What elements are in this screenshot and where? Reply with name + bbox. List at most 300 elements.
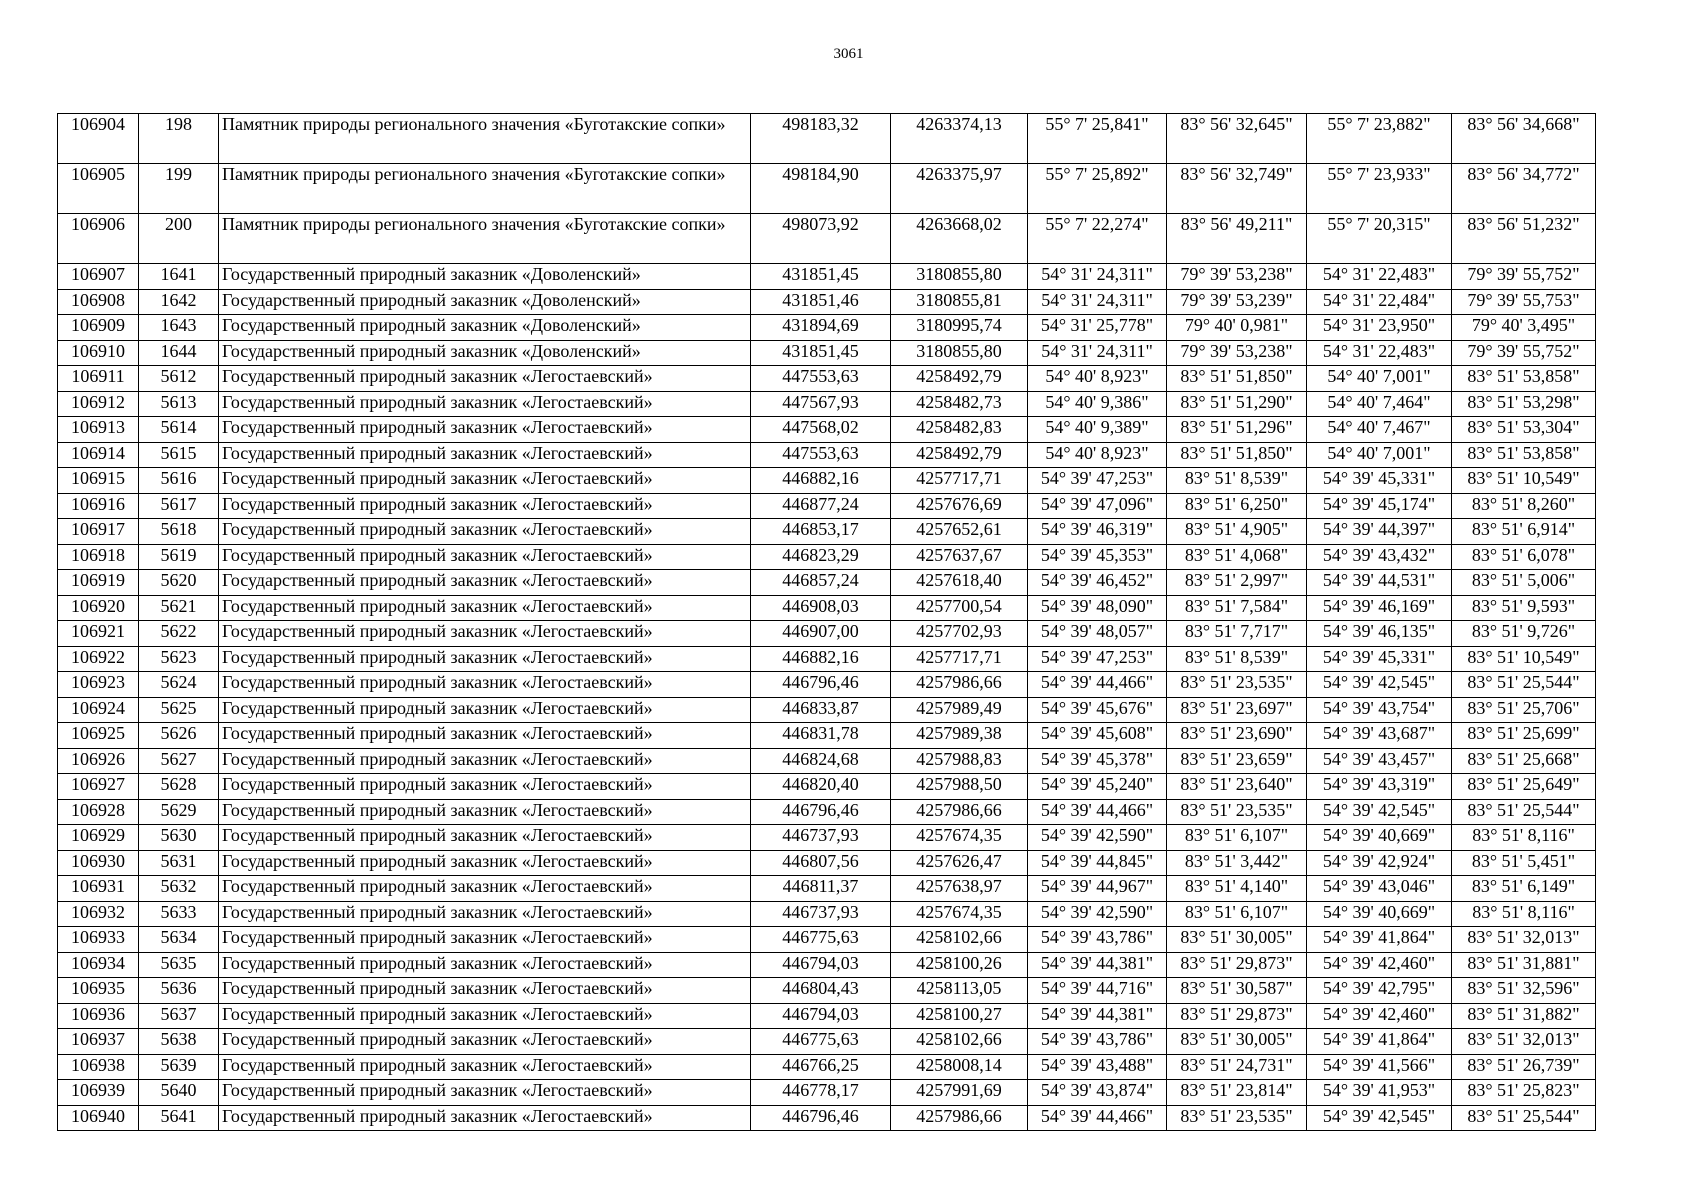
cell-x-coordinate: 431851,46: [751, 289, 891, 315]
cell-y-coordinate: 4258100,27: [891, 1003, 1028, 1029]
cell-x-coordinate: 446775,63: [751, 927, 891, 953]
cell-y-coordinate: 4257638,97: [891, 876, 1028, 902]
cell-y-coordinate: 3180855,81: [891, 289, 1028, 315]
cell-x-coordinate: 446794,03: [751, 1003, 891, 1029]
cell-y-coordinate: 4257674,35: [891, 901, 1028, 927]
table-row: [58, 901, 1596, 927]
cell-latitude-2: 55° 7' 20,315": [1307, 214, 1452, 264]
cell-latitude-1: 54° 40' 8,923": [1028, 442, 1167, 468]
cell-longitude-2: 79° 39' 55,753": [1452, 289, 1596, 315]
cell-x-coordinate: 447553,63: [751, 442, 891, 468]
cell-latitude-1: 54° 39' 45,676": [1028, 697, 1167, 723]
cell-latitude-1: 54° 39' 47,253": [1028, 468, 1167, 494]
cell-row-id: 106906: [58, 214, 139, 264]
cell-x-coordinate: 446796,46: [751, 672, 891, 698]
cell-object-name: Государственный природный заказник «Легостаевский»: [219, 391, 751, 417]
cell-latitude-2: 54° 39' 44,397": [1307, 519, 1452, 545]
cell-latitude-2: 54° 39' 40,669": [1307, 901, 1452, 927]
cell-longitude-1: 83° 51' 23,697": [1167, 697, 1307, 723]
cell-latitude-2: 54° 31' 22,483": [1307, 340, 1452, 366]
cell-latitude-1: 54° 39' 47,096": [1028, 493, 1167, 519]
cell-row-id: 106921: [58, 621, 139, 647]
cell-latitude-2: 54° 40' 7,001": [1307, 442, 1452, 468]
table-row: [58, 366, 1596, 392]
cell-latitude-2: 54° 39' 42,545": [1307, 1105, 1452, 1131]
cell-longitude-2: 83° 51' 53,304": [1452, 417, 1596, 443]
cell-y-coordinate: 4257717,71: [891, 468, 1028, 494]
cell-row-id: 106915: [58, 468, 139, 494]
cell-longitude-1: 79° 39' 53,238": [1167, 340, 1307, 366]
cell-row-id: 106929: [58, 825, 139, 851]
cell-latitude-2: 54° 39' 42,795": [1307, 978, 1452, 1004]
cell-point-number: 1642: [139, 289, 219, 315]
cell-longitude-2: 83° 56' 34,668": [1452, 114, 1596, 164]
cell-latitude-2: 54° 39' 43,754": [1307, 697, 1452, 723]
cell-longitude-2: 83° 51' 31,881": [1452, 952, 1596, 978]
cell-x-coordinate: 446857,24: [751, 570, 891, 596]
cell-point-number: 5631: [139, 850, 219, 876]
cell-point-number: 5613: [139, 391, 219, 417]
cell-object-name: Государственный природный заказник «Легостаевский»: [219, 1003, 751, 1029]
cell-object-name: Государственный природный заказник «Легостаевский»: [219, 1105, 751, 1131]
cell-y-coordinate: 4257626,47: [891, 850, 1028, 876]
table-row: [58, 214, 1596, 264]
cell-x-coordinate: 446775,63: [751, 1029, 891, 1055]
cell-longitude-2: 83° 51' 32,013": [1452, 1029, 1596, 1055]
coordinates-table: [57, 113, 1596, 1131]
table-row: [58, 697, 1596, 723]
table-row: [58, 1003, 1596, 1029]
cell-longitude-2: 83° 51' 25,544": [1452, 1105, 1596, 1131]
cell-object-name: Государственный природный заказник «Легостаевский»: [219, 442, 751, 468]
cell-point-number: 5638: [139, 1029, 219, 1055]
cell-latitude-2: 54° 39' 45,331": [1307, 468, 1452, 494]
cell-object-name: Государственный природный заказник «Легостаевский»: [219, 825, 751, 851]
cell-longitude-2: 83° 51' 10,549": [1452, 646, 1596, 672]
cell-latitude-1: 54° 31' 24,311": [1028, 289, 1167, 315]
cell-object-name: Государственный природный заказник «Легостаевский»: [219, 901, 751, 927]
cell-latitude-2: 54° 31' 22,484": [1307, 289, 1452, 315]
table-row: [58, 264, 1596, 290]
cell-row-id: 106938: [58, 1054, 139, 1080]
cell-longitude-1: 83° 51' 23,535": [1167, 1105, 1307, 1131]
cell-object-name: Государственный природный заказник «Легостаевский»: [219, 646, 751, 672]
cell-object-name: Государственный природный заказник «Доволенский»: [219, 340, 751, 366]
cell-x-coordinate: 498184,90: [751, 164, 891, 214]
cell-x-coordinate: 446796,46: [751, 1105, 891, 1131]
cell-latitude-1: 54° 39' 44,466": [1028, 799, 1167, 825]
cell-object-name: Государственный природный заказник «Доволенский»: [219, 315, 751, 341]
cell-latitude-1: 55° 7' 22,274": [1028, 214, 1167, 264]
table-row: [58, 799, 1596, 825]
cell-longitude-1: 83° 51' 6,107": [1167, 825, 1307, 851]
cell-longitude-2: 83° 51' 25,823": [1452, 1080, 1596, 1106]
cell-y-coordinate: 3180995,74: [891, 315, 1028, 341]
cell-latitude-2: 54° 39' 43,046": [1307, 876, 1452, 902]
cell-y-coordinate: 4258113,05: [891, 978, 1028, 1004]
cell-latitude-1: 54° 39' 45,378": [1028, 748, 1167, 774]
cell-point-number: 5633: [139, 901, 219, 927]
cell-point-number: 5625: [139, 697, 219, 723]
cell-y-coordinate: 4258102,66: [891, 1029, 1028, 1055]
cell-latitude-2: 54° 39' 44,531": [1307, 570, 1452, 596]
cell-object-name: Государственный природный заказник «Легостаевский»: [219, 570, 751, 596]
table-row: [58, 391, 1596, 417]
cell-longitude-1: 83° 51' 6,250": [1167, 493, 1307, 519]
cell-longitude-1: 83° 51' 29,873": [1167, 1003, 1307, 1029]
cell-x-coordinate: 446882,16: [751, 646, 891, 672]
cell-point-number: 5640: [139, 1080, 219, 1106]
cell-object-name: Государственный природный заказник «Легостаевский»: [219, 876, 751, 902]
cell-object-name: Государственный природный заказник «Легостаевский»: [219, 544, 751, 570]
cell-latitude-1: 54° 39' 44,466": [1028, 1105, 1167, 1131]
cell-row-id: 106930: [58, 850, 139, 876]
cell-longitude-2: 79° 39' 55,752": [1452, 264, 1596, 290]
cell-y-coordinate: 4257702,93: [891, 621, 1028, 647]
cell-latitude-2: 54° 39' 46,135": [1307, 621, 1452, 647]
cell-object-name: Памятник природы регионального значения «Буготакские сопки»: [219, 214, 751, 264]
table-row: [58, 672, 1596, 698]
cell-latitude-1: 55° 7' 25,841": [1028, 114, 1167, 164]
cell-longitude-1: 83° 51' 4,068": [1167, 544, 1307, 570]
cell-longitude-2: 83° 51' 31,882": [1452, 1003, 1596, 1029]
cell-longitude-1: 83° 51' 29,873": [1167, 952, 1307, 978]
cell-row-id: 106940: [58, 1105, 139, 1131]
cell-x-coordinate: 446811,37: [751, 876, 891, 902]
cell-object-name: Государственный природный заказник «Легостаевский»: [219, 1054, 751, 1080]
cell-x-coordinate: 446908,03: [751, 595, 891, 621]
cell-row-id: 106933: [58, 927, 139, 953]
cell-longitude-1: 83° 56' 49,211": [1167, 214, 1307, 264]
cell-latitude-1: 54° 40' 8,923": [1028, 366, 1167, 392]
table-row: [58, 1029, 1596, 1055]
cell-latitude-1: 54° 39' 48,057": [1028, 621, 1167, 647]
cell-longitude-2: 79° 39' 55,752": [1452, 340, 1596, 366]
cell-latitude-2: 54° 39' 41,864": [1307, 1029, 1452, 1055]
cell-object-name: Государственный природный заказник «Легостаевский»: [219, 799, 751, 825]
cell-latitude-2: 54° 39' 42,460": [1307, 952, 1452, 978]
cell-point-number: 5616: [139, 468, 219, 494]
cell-longitude-1: 83° 51' 30,005": [1167, 1029, 1307, 1055]
cell-object-name: Государственный природный заказник «Легостаевский»: [219, 978, 751, 1004]
cell-x-coordinate: 446882,16: [751, 468, 891, 494]
cell-x-coordinate: 446778,17: [751, 1080, 891, 1106]
table-row: [58, 164, 1596, 214]
cell-longitude-2: 83° 51' 10,549": [1452, 468, 1596, 494]
cell-object-name: Памятник природы регионального значения «Буготакские сопки»: [219, 164, 751, 214]
cell-x-coordinate: 447553,63: [751, 366, 891, 392]
table-row: [58, 493, 1596, 519]
cell-longitude-2: 83° 51' 5,006": [1452, 570, 1596, 596]
cell-latitude-1: 54° 40' 9,386": [1028, 391, 1167, 417]
cell-object-name: Государственный природный заказник «Легостаевский»: [219, 595, 751, 621]
cell-row-id: 106910: [58, 340, 139, 366]
cell-longitude-1: 79° 39' 53,238": [1167, 264, 1307, 290]
cell-x-coordinate: 446804,43: [751, 978, 891, 1004]
cell-longitude-1: 83° 51' 23,535": [1167, 799, 1307, 825]
table-row: [58, 289, 1596, 315]
cell-latitude-2: 54° 39' 41,566": [1307, 1054, 1452, 1080]
cell-row-id: 106935: [58, 978, 139, 1004]
cell-x-coordinate: 446831,78: [751, 723, 891, 749]
cell-point-number: 5621: [139, 595, 219, 621]
cell-latitude-2: 55° 7' 23,933": [1307, 164, 1452, 214]
table-row: [58, 468, 1596, 494]
cell-row-id: 106922: [58, 646, 139, 672]
cell-row-id: 106924: [58, 697, 139, 723]
cell-longitude-2: 83° 51' 6,078": [1452, 544, 1596, 570]
cell-row-id: 106936: [58, 1003, 139, 1029]
cell-point-number: 5634: [139, 927, 219, 953]
cell-y-coordinate: 3180855,80: [891, 340, 1028, 366]
cell-row-id: 106917: [58, 519, 139, 545]
table-row: [58, 748, 1596, 774]
cell-latitude-2: 54° 40' 7,464": [1307, 391, 1452, 417]
cell-longitude-1: 83° 51' 7,717": [1167, 621, 1307, 647]
cell-object-name: Государственный природный заказник «Легостаевский»: [219, 417, 751, 443]
cell-longitude-1: 83° 51' 51,850": [1167, 442, 1307, 468]
cell-x-coordinate: 446737,93: [751, 901, 891, 927]
cell-longitude-1: 83° 51' 2,997": [1167, 570, 1307, 596]
cell-x-coordinate: 446824,68: [751, 748, 891, 774]
cell-x-coordinate: 447567,93: [751, 391, 891, 417]
cell-object-name: Государственный природный заказник «Легостаевский»: [219, 748, 751, 774]
table-row: [58, 952, 1596, 978]
cell-y-coordinate: 4257618,40: [891, 570, 1028, 596]
cell-longitude-2: 83° 51' 53,298": [1452, 391, 1596, 417]
cell-latitude-2: 54° 40' 7,467": [1307, 417, 1452, 443]
cell-object-name: Государственный природный заказник «Легостаевский»: [219, 366, 751, 392]
table-row: [58, 340, 1596, 366]
cell-y-coordinate: 4258492,79: [891, 366, 1028, 392]
cell-longitude-2: 83° 51' 25,649": [1452, 774, 1596, 800]
cell-x-coordinate: 446766,25: [751, 1054, 891, 1080]
cell-point-number: 5619: [139, 544, 219, 570]
cell-point-number: 198: [139, 114, 219, 164]
table-row: [58, 1080, 1596, 1106]
cell-row-id: 106920: [58, 595, 139, 621]
cell-row-id: 106907: [58, 264, 139, 290]
table-row: [58, 1105, 1596, 1131]
cell-longitude-1: 83° 56' 32,645": [1167, 114, 1307, 164]
cell-row-id: 106908: [58, 289, 139, 315]
cell-latitude-1: 54° 39' 44,466": [1028, 672, 1167, 698]
cell-y-coordinate: 4257652,61: [891, 519, 1028, 545]
cell-y-coordinate: 4257988,50: [891, 774, 1028, 800]
cell-point-number: 5639: [139, 1054, 219, 1080]
cell-longitude-1: 83° 51' 4,905": [1167, 519, 1307, 545]
cell-longitude-2: 83° 51' 5,451": [1452, 850, 1596, 876]
cell-longitude-1: 83° 51' 23,814": [1167, 1080, 1307, 1106]
cell-latitude-2: 54° 39' 46,169": [1307, 595, 1452, 621]
cell-longitude-2: 83° 51' 25,699": [1452, 723, 1596, 749]
cell-y-coordinate: 4257986,66: [891, 1105, 1028, 1131]
cell-latitude-1: 54° 39' 47,253": [1028, 646, 1167, 672]
cell-point-number: 5629: [139, 799, 219, 825]
table-row: [58, 1054, 1596, 1080]
cell-latitude-2: 54° 31' 23,950": [1307, 315, 1452, 341]
page-number: 3061: [833, 46, 864, 62]
cell-longitude-2: 83° 51' 9,593": [1452, 595, 1596, 621]
cell-latitude-1: 54° 39' 44,967": [1028, 876, 1167, 902]
cell-y-coordinate: 4263668,02: [891, 214, 1028, 264]
cell-latitude-2: 54° 40' 7,001": [1307, 366, 1452, 392]
cell-longitude-2: 83° 51' 53,858": [1452, 366, 1596, 392]
cell-longitude-1: 83° 51' 24,731": [1167, 1054, 1307, 1080]
cell-y-coordinate: 4257674,35: [891, 825, 1028, 851]
cell-longitude-2: 83° 51' 26,739": [1452, 1054, 1596, 1080]
cell-latitude-1: 54° 39' 44,381": [1028, 952, 1167, 978]
cell-object-name: Государственный природный заказник «Легостаевский»: [219, 493, 751, 519]
cell-longitude-1: 83° 51' 23,640": [1167, 774, 1307, 800]
table-row: [58, 825, 1596, 851]
cell-row-id: 106904: [58, 114, 139, 164]
cell-row-id: 106918: [58, 544, 139, 570]
cell-longitude-1: 83° 56' 32,749": [1167, 164, 1307, 214]
cell-latitude-2: 54° 39' 41,953": [1307, 1080, 1452, 1106]
cell-object-name: Государственный природный заказник «Легостаевский»: [219, 927, 751, 953]
cell-object-name: Государственный природный заказник «Легостаевский»: [219, 672, 751, 698]
cell-x-coordinate: 446833,87: [751, 697, 891, 723]
cell-longitude-1: 83° 51' 6,107": [1167, 901, 1307, 927]
cell-latitude-1: 54° 31' 24,311": [1028, 264, 1167, 290]
cell-longitude-1: 83° 51' 23,690": [1167, 723, 1307, 749]
cell-longitude-1: 83° 51' 30,005": [1167, 927, 1307, 953]
cell-object-name: Государственный природный заказник «Легостаевский»: [219, 621, 751, 647]
cell-latitude-2: 54° 39' 43,432": [1307, 544, 1452, 570]
cell-x-coordinate: 446820,40: [751, 774, 891, 800]
table-row: [58, 621, 1596, 647]
table-row: [58, 646, 1596, 672]
cell-longitude-2: 83° 51' 25,544": [1452, 672, 1596, 698]
cell-object-name: Памятник природы регионального значения «Буготакские сопки»: [219, 114, 751, 164]
cell-y-coordinate: 4258100,26: [891, 952, 1028, 978]
cell-latitude-1: 54° 39' 42,590": [1028, 901, 1167, 927]
table-row: [58, 723, 1596, 749]
cell-longitude-2: 83° 51' 32,596": [1452, 978, 1596, 1004]
cell-row-id: 106928: [58, 799, 139, 825]
cell-row-id: 106932: [58, 901, 139, 927]
cell-longitude-2: 83° 51' 9,726": [1452, 621, 1596, 647]
cell-latitude-2: 54° 31' 22,483": [1307, 264, 1452, 290]
cell-longitude-1: 83° 51' 23,659": [1167, 748, 1307, 774]
cell-row-id: 106905: [58, 164, 139, 214]
table-row: [58, 519, 1596, 545]
cell-point-number: 5620: [139, 570, 219, 596]
cell-longitude-1: 79° 40' 0,981": [1167, 315, 1307, 341]
cell-longitude-2: 83° 51' 8,260": [1452, 493, 1596, 519]
cell-row-id: 106939: [58, 1080, 139, 1106]
cell-y-coordinate: 4258008,14: [891, 1054, 1028, 1080]
cell-x-coordinate: 446794,03: [751, 952, 891, 978]
cell-latitude-1: 54° 40' 9,389": [1028, 417, 1167, 443]
cell-latitude-1: 54° 39' 45,608": [1028, 723, 1167, 749]
table-row: [58, 595, 1596, 621]
cell-latitude-1: 54° 39' 43,786": [1028, 1029, 1167, 1055]
cell-latitude-1: 54° 39' 44,716": [1028, 978, 1167, 1004]
cell-point-number: 5626: [139, 723, 219, 749]
cell-object-name: Государственный природный заказник «Легостаевский»: [219, 697, 751, 723]
cell-longitude-1: 83° 51' 51,290": [1167, 391, 1307, 417]
cell-longitude-2: 79° 40' 3,495": [1452, 315, 1596, 341]
cell-point-number: 5615: [139, 442, 219, 468]
cell-latitude-1: 54° 39' 43,874": [1028, 1080, 1167, 1106]
table-row: [58, 570, 1596, 596]
cell-row-id: 106931: [58, 876, 139, 902]
cell-point-number: 1641: [139, 264, 219, 290]
cell-point-number: 1643: [139, 315, 219, 341]
cell-latitude-1: 54° 39' 42,590": [1028, 825, 1167, 851]
cell-longitude-2: 83° 51' 8,116": [1452, 901, 1596, 927]
cell-longitude-1: 83° 51' 7,584": [1167, 595, 1307, 621]
cell-row-id: 106927: [58, 774, 139, 800]
cell-latitude-1: 54° 31' 24,311": [1028, 340, 1167, 366]
cell-y-coordinate: 4257717,71: [891, 646, 1028, 672]
cell-longitude-1: 79° 39' 53,239": [1167, 289, 1307, 315]
cell-longitude-2: 83° 51' 25,668": [1452, 748, 1596, 774]
cell-latitude-1: 54° 39' 46,452": [1028, 570, 1167, 596]
cell-longitude-1: 83° 51' 23,535": [1167, 672, 1307, 698]
cell-latitude-2: 54° 39' 45,174": [1307, 493, 1452, 519]
cell-longitude-1: 83° 51' 8,539": [1167, 646, 1307, 672]
table-row: [58, 850, 1596, 876]
cell-y-coordinate: 4263375,97: [891, 164, 1028, 214]
cell-latitude-1: 54° 39' 46,319": [1028, 519, 1167, 545]
cell-object-name: Государственный природный заказник «Легостаевский»: [219, 1080, 751, 1106]
cell-point-number: 5637: [139, 1003, 219, 1029]
cell-latitude-1: 54° 39' 48,090": [1028, 595, 1167, 621]
cell-y-coordinate: 4257991,69: [891, 1080, 1028, 1106]
cell-point-number: 5612: [139, 366, 219, 392]
cell-y-coordinate: 4257676,69: [891, 493, 1028, 519]
cell-longitude-2: 83° 51' 25,706": [1452, 697, 1596, 723]
cell-object-name: Государственный природный заказник «Легостаевский»: [219, 519, 751, 545]
cell-y-coordinate: 4257700,54: [891, 595, 1028, 621]
cell-latitude-1: 54° 39' 43,488": [1028, 1054, 1167, 1080]
cell-row-id: 106926: [58, 748, 139, 774]
cell-latitude-2: 54° 39' 42,545": [1307, 799, 1452, 825]
cell-point-number: 5614: [139, 417, 219, 443]
cell-longitude-2: 83° 51' 32,013": [1452, 927, 1596, 953]
cell-object-name: Государственный природный заказник «Легостаевский»: [219, 952, 751, 978]
cell-point-number: 5624: [139, 672, 219, 698]
cell-y-coordinate: 4258492,79: [891, 442, 1028, 468]
cell-y-coordinate: 4258482,83: [891, 417, 1028, 443]
cell-y-coordinate: 4257988,83: [891, 748, 1028, 774]
cell-y-coordinate: 4257637,67: [891, 544, 1028, 570]
cell-point-number: 200: [139, 214, 219, 264]
cell-longitude-2: 83° 56' 51,232": [1452, 214, 1596, 264]
cell-object-name: Государственный природный заказник «Доволенский»: [219, 289, 751, 315]
cell-object-name: Государственный природный заказник «Легостаевский»: [219, 850, 751, 876]
cell-latitude-2: 54° 39' 43,457": [1307, 748, 1452, 774]
cell-x-coordinate: 446807,56: [751, 850, 891, 876]
cell-latitude-1: 54° 39' 44,845": [1028, 850, 1167, 876]
cell-longitude-1: 83° 51' 30,587": [1167, 978, 1307, 1004]
cell-point-number: 5630: [139, 825, 219, 851]
cell-latitude-2: 54° 39' 42,924": [1307, 850, 1452, 876]
cell-latitude-1: 54° 39' 43,786": [1028, 927, 1167, 953]
cell-row-id: 106914: [58, 442, 139, 468]
cell-latitude-2: 55° 7' 23,882": [1307, 114, 1452, 164]
cell-x-coordinate: 446796,46: [751, 799, 891, 825]
table-row: [58, 774, 1596, 800]
cell-x-coordinate: 431851,45: [751, 340, 891, 366]
cell-y-coordinate: 4258102,66: [891, 927, 1028, 953]
cell-point-number: 5618: [139, 519, 219, 545]
cell-latitude-1: 54° 39' 45,353": [1028, 544, 1167, 570]
cell-point-number: 5627: [139, 748, 219, 774]
